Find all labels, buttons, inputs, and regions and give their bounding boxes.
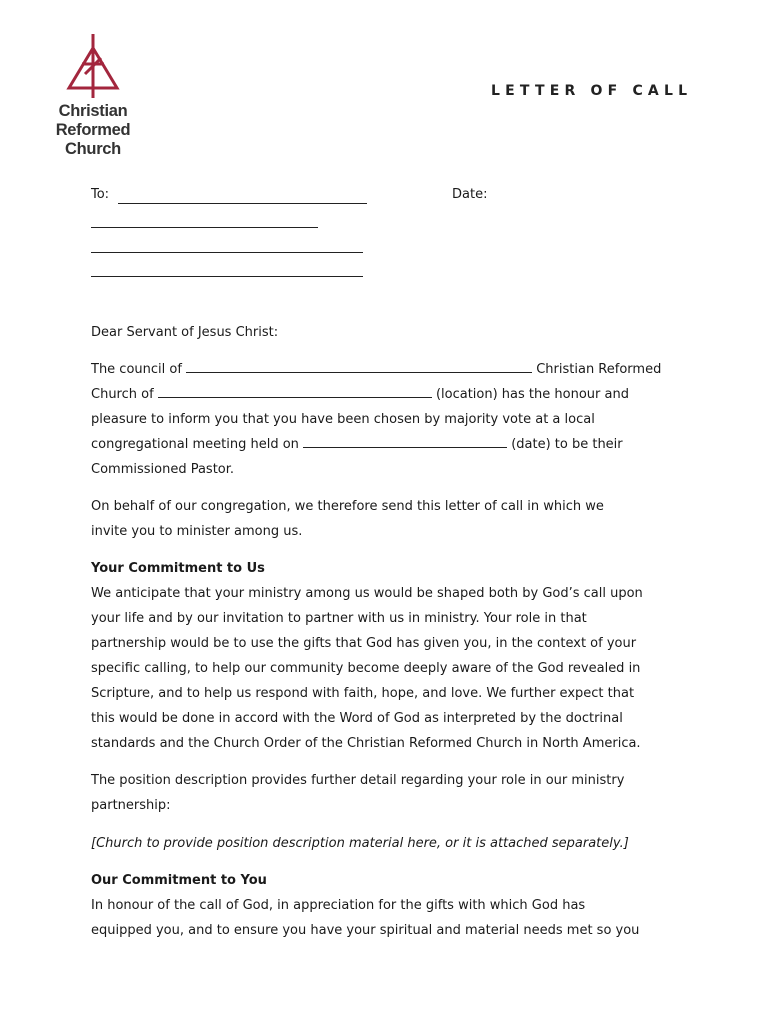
- behalf-paragraph: [91, 494, 691, 544]
- paragraph-line: Commissioned Pastor.: [91, 462, 235, 477]
- paragraph-line: invite you to minister among us.: [91, 524, 303, 539]
- paragraph-line: specific calling, to help our community become deeply aware of the God revealed in: [91, 661, 641, 676]
- paragraph-line: Scripture, and to help us respond with faith, hope, and love. We further expect that: [91, 686, 635, 701]
- paragraph-line: Church of (location) has the honour and: [91, 382, 691, 407]
- address-line-2[interactable]: [91, 252, 363, 253]
- council-name-blank[interactable]: [186, 358, 532, 373]
- paragraph-line: congregational meeting held on (date) to be their: [91, 432, 691, 457]
- date-label: Date:: [452, 187, 488, 202]
- address-line-3[interactable]: [91, 276, 363, 277]
- section-heading: Our Commitment to You: [91, 873, 267, 888]
- position-paragraph: [91, 768, 691, 818]
- logo-line: Christian: [58, 102, 128, 120]
- paragraph-line: In honour of the call of God, in appreciation for the gifts with which God has: [91, 898, 586, 913]
- section-heading: Your Commitment to Us: [91, 561, 265, 576]
- cross-triangle-icon: [65, 34, 121, 100]
- paragraph-line: standards and the Church Order of the Christian Reformed Church in North America.: [91, 736, 641, 751]
- paragraph-line: On behalf of our congregation, we therefore send this letter of call in which we: [91, 499, 604, 514]
- logo-line: Reformed: [55, 121, 131, 139]
- position-placeholder: [Church to provide position description material here, or it is attached separately.]: [91, 836, 629, 851]
- to-name-line[interactable]: [118, 203, 367, 204]
- council-paragraph: [91, 357, 691, 482]
- location-blank[interactable]: [158, 383, 432, 398]
- commitment-to-us-section: [91, 556, 691, 756]
- paragraph-line: your life and by our invitation to partner with us in ministry. Your role in that: [91, 611, 587, 626]
- logo-line: Church: [65, 140, 121, 158]
- paragraph-line: partnership:: [91, 798, 171, 813]
- to-label: To:: [91, 187, 110, 202]
- paragraph-line: The position description provides further detail regarding your role in our ministry: [91, 773, 625, 788]
- meeting-date-blank[interactable]: [303, 433, 507, 448]
- paragraph-line: partnership would be to use the gifts that God has given you, in the context of your: [91, 636, 637, 651]
- logo-wordmark: [52, 102, 134, 159]
- paragraph-line: equipped you, and to ensure you have your spiritual and material needs met so you: [91, 923, 640, 938]
- paragraph-line: this would be done in accord with the Word of God as interpreted by the doctrinal: [91, 711, 623, 726]
- paragraph-line: The council of Christian Reformed: [91, 357, 691, 382]
- salutation: Dear Servant of Jesus Christ:: [91, 325, 279, 340]
- paragraph-line: We anticipate that your ministry among us would be shaped both by God’s call upon: [91, 586, 643, 601]
- commitment-to-you-section: [91, 868, 691, 943]
- document-title: LETTER OF CALL: [491, 83, 693, 99]
- address-line-1[interactable]: [91, 227, 318, 228]
- paragraph-line: pleasure to inform you that you have been chosen by majority vote at a local: [91, 412, 595, 427]
